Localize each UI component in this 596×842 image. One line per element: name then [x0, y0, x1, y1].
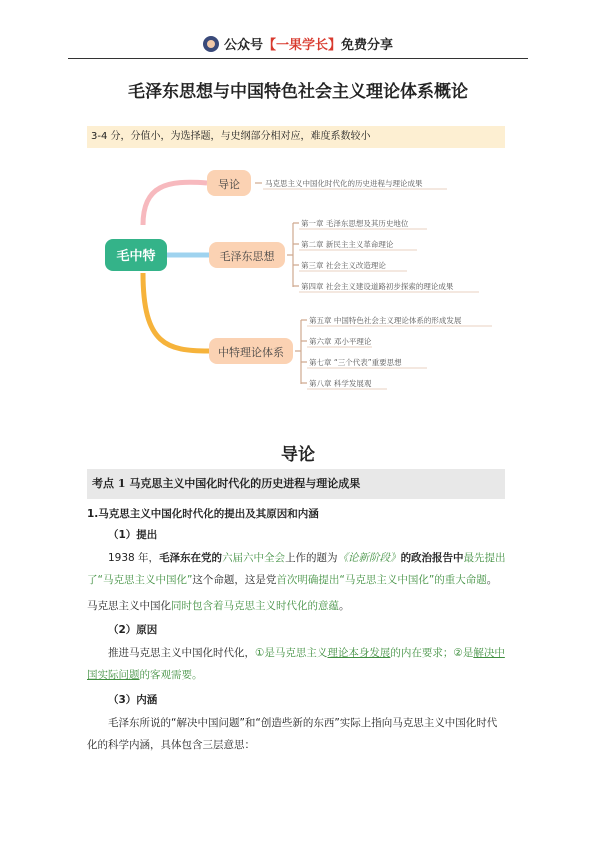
text-run: 六届六中全会: [222, 552, 286, 564]
page-header: [0, 34, 596, 53]
text-run: 这个命题，这是党: [192, 574, 277, 586]
mindmap-leaf: 第二章 新民主主义革命理论: [301, 240, 394, 249]
mindmap-root-label: 毛中特: [116, 249, 156, 264]
paragraph-note: [87, 595, 507, 617]
mindmap-leaf: 马克思主义中国化时代化的历史进程与理论成果: [265, 179, 423, 188]
exam-note: 3-4 分，分值小，为选择题，与史纲部分相对应，难度系数较小: [87, 126, 505, 148]
mindmap-branch-label: 中特理论体系: [218, 346, 284, 359]
paragraph-proposal: [87, 547, 507, 591]
text-run: 的客观需要。: [139, 669, 203, 681]
document-title: 毛泽东思想与中国特色社会主义理论体系概论: [128, 82, 468, 102]
mindmap-leaf: 第五章 中国特色社会主义理论体系的形成发展: [309, 316, 462, 325]
text-run: “马克思主义中国化”的重大命题: [339, 574, 487, 586]
mindmap-leaf: 第三章 社会主义改造理论: [301, 261, 386, 270]
mind-map: [87, 155, 505, 410]
text-run: 首次明确提出: [276, 574, 340, 586]
mindmap-branch-label: 毛泽东思想: [219, 250, 275, 263]
text-run: 的政治报告中: [400, 552, 464, 564]
text-run: 理论本身发展: [327, 647, 391, 659]
text-run: 1938 年，: [108, 552, 160, 564]
text-run: 推进马克思主义中国化时代化，: [108, 647, 255, 659]
avatar-icon: [203, 36, 219, 52]
mindmap-leaf: 第七章 “三个代表”重要思想: [309, 358, 402, 367]
text-run: ①是马克思主义: [255, 647, 328, 659]
text-run: 同时包含着马克思主义时代化的意蕴: [171, 600, 339, 612]
text-run: 《论新阶段》: [337, 552, 401, 564]
kaodian-heading: 考点 1 马克思主义中国化时代化的历史进程与理论成果: [87, 469, 505, 499]
mindmap-leaf: 第四章 社会主义建设道路初步探索的理论成果: [301, 282, 454, 291]
mindmap-leaf: 第八章 科学发展观: [309, 379, 372, 388]
text-run: 。: [339, 600, 350, 612]
text-run: 马克思主义中国化: [87, 600, 171, 612]
header-suffix: 免费分享: [341, 38, 394, 53]
text-run: 最先提出: [463, 552, 506, 564]
header-prefix: 公众号: [223, 38, 263, 53]
header-highlight: 【一果学长】: [262, 38, 341, 53]
subsection-heading: 1.马克思主义中国化时代化的提出及其原因和内涵: [87, 508, 319, 520]
text-run: 毛泽东在党的: [159, 552, 223, 564]
text-run: 了“马克思主义中国化”: [87, 574, 193, 586]
text-run: 解决中国实际问题: [87, 647, 505, 681]
point-heading: （3）内涵: [108, 694, 158, 706]
header-divider: [68, 58, 528, 59]
text-run: 上作的题为: [285, 552, 338, 564]
point-heading: （2）原因: [108, 624, 158, 636]
mindmap-branch-label: 导论: [218, 178, 240, 191]
text-run: 的内在要求；②是: [390, 647, 474, 659]
mindmap-leaf: 第六章 邓小平理论: [309, 337, 372, 346]
paragraph-connotation: 毛泽东所说的“解决中国问题”和“创造些新的东西”实际上指向马克思主义中国化时代化的科学内涵，具体包含三层意思：: [87, 717, 498, 751]
section-title: 导论: [281, 445, 315, 465]
text-run: 。: [486, 574, 498, 586]
mindmap-leaf: 第一章 毛泽东思想及其历史地位: [301, 219, 409, 228]
paragraph-reason: [87, 642, 507, 686]
point-heading: （1）提出: [108, 529, 158, 541]
